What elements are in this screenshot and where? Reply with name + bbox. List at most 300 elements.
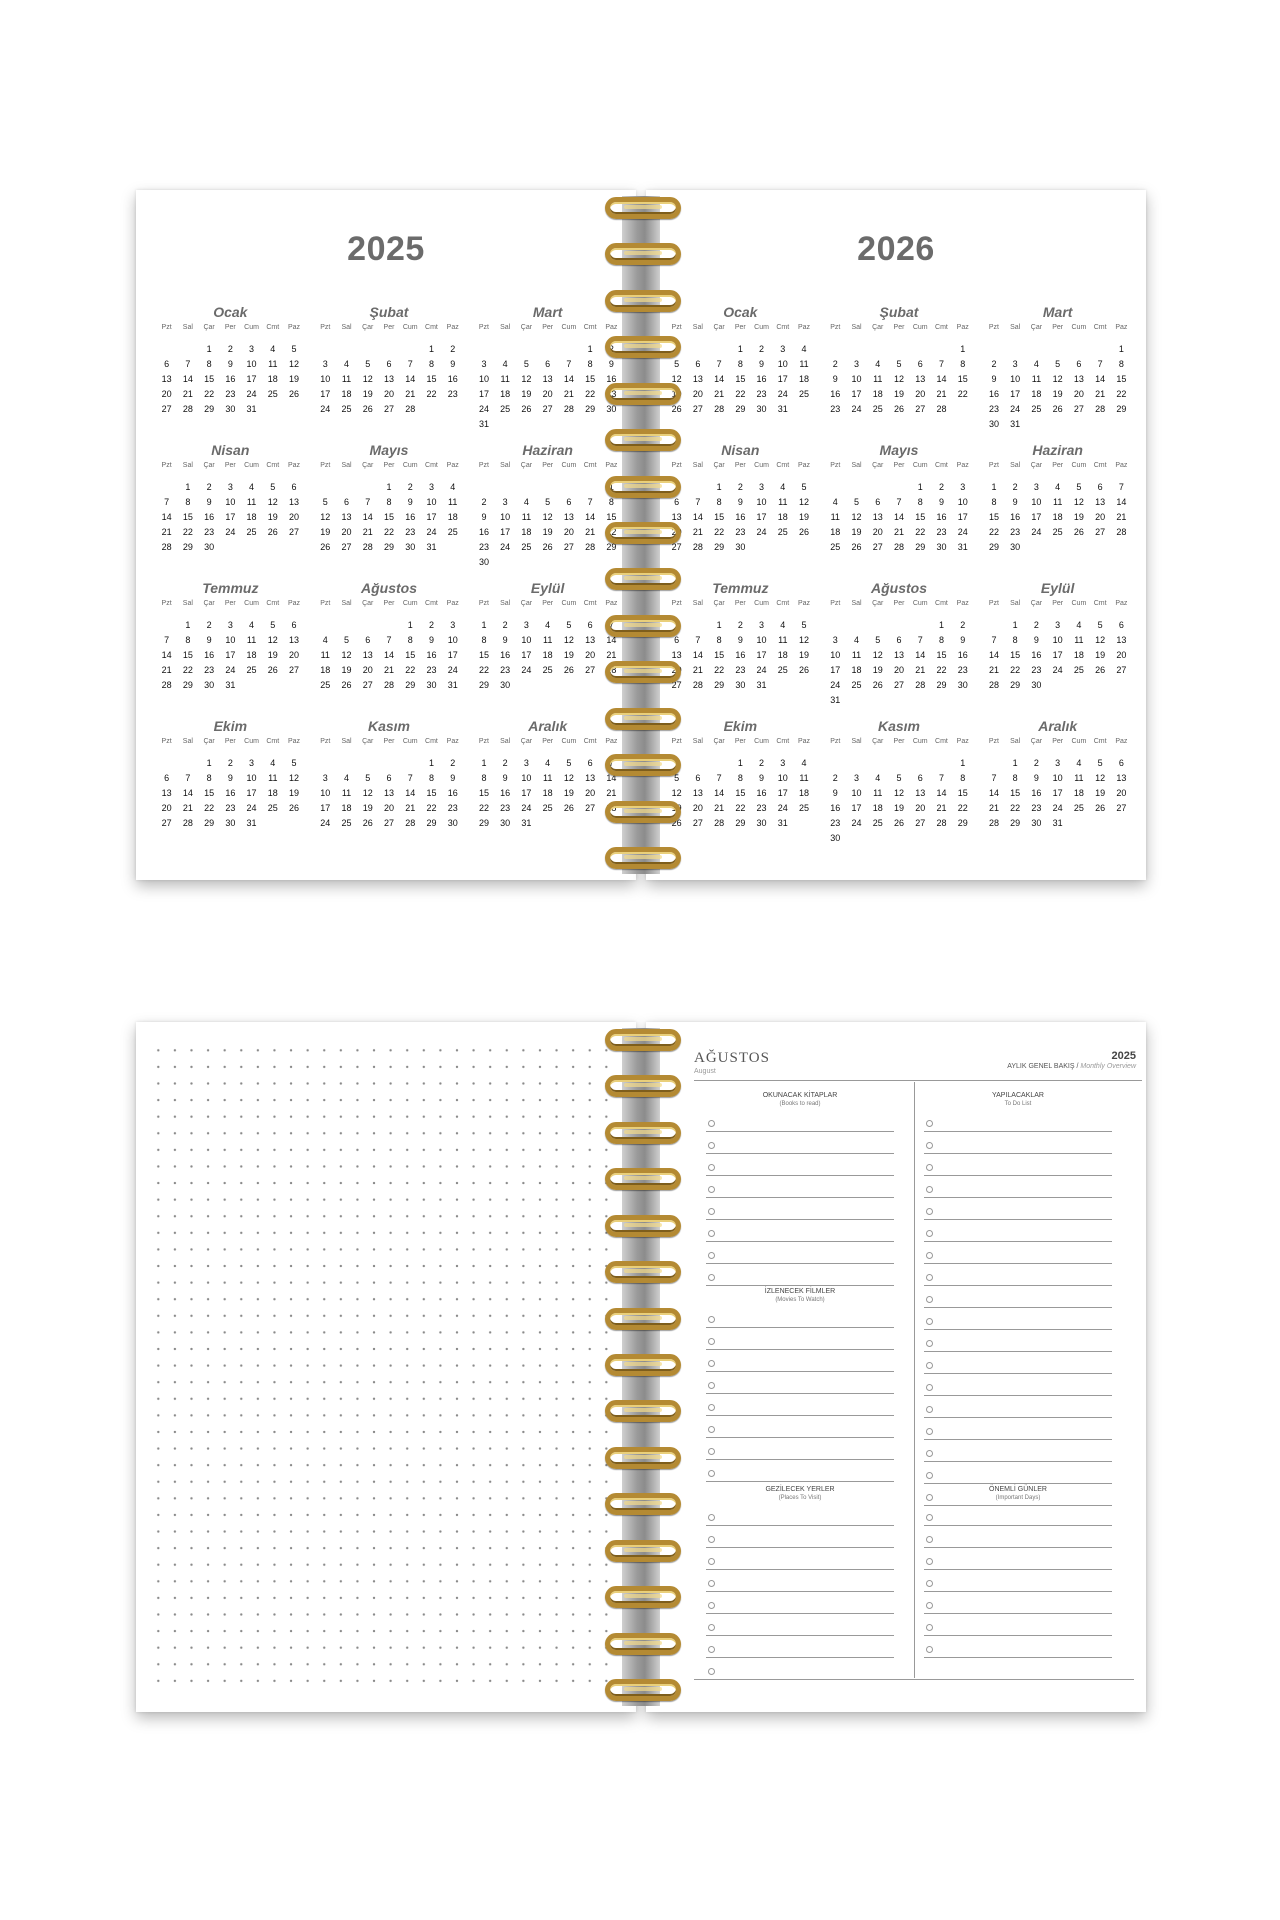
day-number: 18 bbox=[521, 527, 532, 537]
day-number: 26 bbox=[267, 665, 278, 675]
day-number: 11 bbox=[542, 773, 553, 783]
day-number: 26 bbox=[362, 818, 373, 828]
checklist-line bbox=[924, 1548, 1112, 1570]
weekday-label: Pzt bbox=[988, 324, 999, 331]
day-number: 29 bbox=[1010, 818, 1021, 828]
day-number: 3 bbox=[1012, 359, 1018, 369]
day-number: 3 bbox=[322, 359, 328, 369]
day-number: 18 bbox=[246, 650, 257, 660]
day-number: 27 bbox=[542, 404, 553, 414]
day-number: 26 bbox=[563, 665, 574, 675]
day-number: 15 bbox=[988, 512, 999, 522]
binding-ring bbox=[605, 1308, 681, 1330]
day-number: 8 bbox=[960, 773, 966, 783]
day-number: 12 bbox=[341, 650, 352, 660]
day-number: 26 bbox=[542, 542, 553, 552]
day-number: 21 bbox=[606, 650, 617, 660]
day-number: 5 bbox=[270, 482, 276, 492]
month-days bbox=[825, 460, 974, 555]
day-number: 8 bbox=[1118, 359, 1124, 369]
day-number: 23 bbox=[204, 527, 215, 537]
day-number: 16 bbox=[1010, 512, 1021, 522]
day-number: 7 bbox=[185, 359, 191, 369]
month-name: Ekim bbox=[213, 718, 248, 734]
day-number: 25 bbox=[246, 527, 257, 537]
planner-spread bbox=[136, 1022, 1146, 1712]
weekday-label: Çar bbox=[362, 600, 374, 607]
binding-ring bbox=[605, 615, 681, 637]
day-number: 27 bbox=[692, 818, 703, 828]
day-number: 13 bbox=[383, 788, 394, 798]
overview-en: Monthly Overview bbox=[1078, 1063, 1136, 1070]
day-number: 8 bbox=[938, 635, 944, 645]
binding-ring bbox=[605, 801, 681, 823]
day-number: 3 bbox=[780, 758, 786, 768]
day-number: 30 bbox=[447, 818, 458, 828]
day-number: 11 bbox=[799, 773, 809, 783]
day-number: 16 bbox=[500, 650, 511, 660]
day-number: 14 bbox=[1095, 374, 1106, 384]
checklist-line bbox=[924, 1264, 1112, 1286]
day-number: 2 bbox=[428, 620, 434, 630]
day-number: 28 bbox=[692, 542, 703, 552]
day-number: 3 bbox=[854, 773, 860, 783]
day-number: 26 bbox=[320, 542, 331, 552]
day-number: 24 bbox=[851, 404, 862, 414]
day-number: 22 bbox=[204, 389, 215, 399]
weekday-label: Per bbox=[542, 324, 554, 331]
day-number: 4 bbox=[270, 344, 276, 354]
weekday-label: Paz bbox=[605, 462, 618, 469]
weekday-label: Per bbox=[224, 738, 236, 745]
checklist-line bbox=[706, 1328, 894, 1350]
day-number: 6 bbox=[917, 773, 923, 783]
day-number: 6 bbox=[566, 497, 572, 507]
day-number: 31 bbox=[426, 542, 437, 552]
day-number: 31 bbox=[447, 680, 458, 690]
day-number: 19 bbox=[893, 803, 904, 813]
day-number: 10 bbox=[447, 635, 458, 645]
day-number: 24 bbox=[851, 818, 862, 828]
day-number: 5 bbox=[1055, 359, 1061, 369]
day-number: 26 bbox=[671, 404, 682, 414]
day-number: 28 bbox=[988, 680, 999, 690]
day-number: 30 bbox=[1031, 818, 1042, 828]
day-number: 8 bbox=[481, 773, 487, 783]
weekday-label: Per bbox=[1052, 738, 1064, 745]
day-number: 10 bbox=[756, 497, 767, 507]
day-number: 8 bbox=[608, 497, 614, 507]
weekday-label: Çar bbox=[520, 738, 533, 745]
day-number: 12 bbox=[362, 374, 373, 384]
weekday-label: Pzt bbox=[830, 738, 841, 745]
day-number: 22 bbox=[714, 527, 725, 537]
day-number: 15 bbox=[426, 374, 437, 384]
month-title: AĞUSTOS bbox=[694, 1050, 770, 1066]
day-number: 30 bbox=[988, 419, 999, 429]
day-number: 19 bbox=[893, 389, 904, 399]
day-number: 2 bbox=[502, 758, 508, 768]
weekday-label: Cum bbox=[561, 600, 577, 607]
day-number: 9 bbox=[759, 359, 765, 369]
weekday-label: Çar bbox=[713, 600, 725, 607]
month-days bbox=[825, 736, 974, 846]
day-number: 6 bbox=[875, 497, 881, 507]
day-number: 1 bbox=[991, 482, 997, 492]
day-number: 26 bbox=[267, 527, 278, 537]
day-number: 12 bbox=[521, 374, 532, 384]
calendar-page-2026 bbox=[646, 190, 1146, 880]
checklist-line bbox=[706, 1614, 894, 1636]
day-number: 8 bbox=[587, 359, 593, 369]
day-number: 12 bbox=[267, 635, 278, 645]
day-number: 19 bbox=[851, 527, 862, 537]
day-number: 18 bbox=[872, 389, 883, 399]
planner-year: 2025 bbox=[1111, 1050, 1136, 1062]
day-number: 2 bbox=[407, 482, 413, 492]
weekday-label: Sal bbox=[182, 324, 193, 331]
day-number: 2 bbox=[227, 344, 233, 354]
day-number: 1 bbox=[960, 758, 966, 768]
day-number: 22 bbox=[957, 803, 968, 813]
lines bbox=[706, 1306, 894, 1482]
checklist-line bbox=[706, 1394, 894, 1416]
day-number: 21 bbox=[606, 788, 617, 798]
day-number: 15 bbox=[606, 512, 617, 522]
day-number: 17 bbox=[957, 512, 968, 522]
day-number: 24 bbox=[320, 404, 331, 414]
binding-ring bbox=[605, 1215, 681, 1237]
weekday-label: Per bbox=[383, 600, 395, 607]
day-number: 14 bbox=[161, 650, 172, 660]
weekday-label: Per bbox=[893, 600, 905, 607]
binding-ring bbox=[605, 661, 681, 683]
day-number: 17 bbox=[320, 803, 331, 813]
day-number: 28 bbox=[606, 803, 617, 813]
movies-section bbox=[706, 1288, 894, 1482]
day-number: 16 bbox=[447, 374, 458, 384]
day-number: 16 bbox=[830, 803, 841, 813]
weekday-label: Per bbox=[542, 600, 554, 607]
checklist-line bbox=[706, 1198, 894, 1220]
books-section bbox=[706, 1092, 894, 1286]
day-number: 18 bbox=[799, 374, 810, 384]
day-number: 30 bbox=[957, 680, 968, 690]
day-number: 29 bbox=[714, 542, 725, 552]
day-number: 6 bbox=[695, 773, 701, 783]
day-number: 3 bbox=[227, 482, 233, 492]
day-number: 25 bbox=[521, 542, 532, 552]
weekday-label: Sal bbox=[341, 324, 352, 331]
day-number: 13 bbox=[893, 650, 904, 660]
day-number: 27 bbox=[563, 542, 574, 552]
day-number: 8 bbox=[386, 497, 392, 507]
overview-tr: AYLIK GENEL BAKIŞ / bbox=[1007, 1063, 1079, 1070]
checklist-line bbox=[706, 1220, 894, 1242]
day-number: 10 bbox=[225, 497, 236, 507]
checklist-line bbox=[924, 1330, 1112, 1352]
day-number: 19 bbox=[671, 389, 682, 399]
day-number: 31 bbox=[777, 404, 788, 414]
day-number: 14 bbox=[383, 650, 394, 660]
day-number: 23 bbox=[830, 818, 841, 828]
day-number: 31 bbox=[957, 542, 968, 552]
month-block bbox=[156, 580, 305, 710]
checklist-line bbox=[924, 1352, 1112, 1374]
month-name: Ocak bbox=[213, 304, 248, 320]
day-number: 1 bbox=[587, 344, 593, 354]
day-number: 16 bbox=[225, 788, 236, 798]
day-number: 13 bbox=[289, 497, 300, 507]
day-number: 5 bbox=[291, 758, 297, 768]
weekday-label: Çar bbox=[520, 600, 533, 607]
day-number: 25 bbox=[500, 404, 511, 414]
weekday-label: Paz bbox=[446, 324, 459, 331]
day-number: 27 bbox=[1095, 527, 1106, 537]
day-number: 9 bbox=[1012, 497, 1018, 507]
weekday-label: Cum bbox=[1071, 600, 1087, 607]
day-number: 14 bbox=[988, 788, 999, 798]
day-number: 22 bbox=[606, 527, 617, 537]
day-number: 3 bbox=[832, 635, 838, 645]
checklist-line bbox=[706, 1306, 894, 1328]
section-subtitle: (Movies To Watch) bbox=[775, 1297, 825, 1303]
day-number: 15 bbox=[957, 374, 968, 384]
day-number: 18 bbox=[341, 389, 352, 399]
day-number: 10 bbox=[1031, 497, 1042, 507]
day-number: 10 bbox=[246, 359, 257, 369]
day-number: 19 bbox=[799, 650, 810, 660]
month-days bbox=[983, 322, 1132, 432]
weekday-label: Cum bbox=[754, 462, 769, 469]
month-days bbox=[315, 598, 464, 693]
day-number: 13 bbox=[161, 788, 172, 798]
day-number: 27 bbox=[915, 404, 926, 414]
day-number: 7 bbox=[608, 620, 614, 630]
day-number: 8 bbox=[481, 635, 487, 645]
binding-ring bbox=[605, 476, 681, 498]
day-number: 16 bbox=[426, 650, 437, 660]
weekday-label: Çar bbox=[362, 324, 374, 331]
day-number: 17 bbox=[851, 803, 862, 813]
weekday-label: Çar bbox=[713, 738, 725, 745]
weekday-label: Cum bbox=[561, 462, 577, 469]
day-number: 7 bbox=[1097, 359, 1103, 369]
weekday-label: Cmt bbox=[425, 324, 438, 331]
day-number: 23 bbox=[988, 404, 999, 414]
day-number: 14 bbox=[405, 788, 416, 798]
day-number: 16 bbox=[1031, 788, 1042, 798]
day-number: 26 bbox=[799, 665, 810, 675]
day-number: 28 bbox=[1095, 404, 1106, 414]
day-number: 2 bbox=[502, 620, 508, 630]
weekday-label: Çar bbox=[203, 462, 215, 469]
weekday-label: Cmt bbox=[1093, 738, 1107, 745]
day-number: 20 bbox=[161, 389, 172, 399]
day-number: 25 bbox=[542, 665, 553, 675]
day-number: 18 bbox=[267, 374, 278, 384]
day-number: 31 bbox=[246, 404, 257, 414]
day-number: 17 bbox=[320, 389, 331, 399]
day-number: 31 bbox=[1010, 419, 1021, 429]
day-number: 13 bbox=[341, 512, 352, 522]
weekday-label: Sal bbox=[1010, 738, 1021, 745]
day-number: 2 bbox=[481, 497, 487, 507]
day-number: 24 bbox=[1052, 665, 1063, 675]
day-number: 8 bbox=[716, 635, 722, 645]
checklist-line bbox=[706, 1636, 894, 1658]
day-number: 3 bbox=[523, 758, 529, 768]
checklist-line bbox=[706, 1176, 894, 1198]
weekday-label: Paz bbox=[956, 600, 969, 607]
day-number: 9 bbox=[1033, 635, 1039, 645]
day-number: 9 bbox=[991, 374, 997, 384]
month-name: Ekim bbox=[723, 718, 758, 734]
day-number: 29 bbox=[204, 818, 215, 828]
weekday-label: Pzt bbox=[478, 462, 489, 469]
day-number: 17 bbox=[1052, 650, 1063, 660]
day-number: 10 bbox=[1052, 635, 1063, 645]
weekday-label: Sal bbox=[1010, 462, 1021, 469]
day-number: 11 bbox=[448, 497, 458, 507]
weekday-label: Per bbox=[734, 324, 746, 331]
month-days bbox=[315, 736, 464, 831]
day-number: 16 bbox=[735, 650, 746, 660]
month-block bbox=[473, 442, 622, 572]
day-number: 1 bbox=[716, 482, 722, 492]
day-number: 13 bbox=[872, 512, 883, 522]
day-number: 24 bbox=[320, 818, 331, 828]
day-number: 24 bbox=[756, 665, 767, 675]
day-number: 1 bbox=[737, 344, 743, 354]
weekday-label: Paz bbox=[605, 738, 618, 745]
weekday-label: Pzt bbox=[478, 600, 489, 607]
day-number: 20 bbox=[563, 527, 574, 537]
day-number: 1 bbox=[481, 758, 487, 768]
day-number: 4 bbox=[545, 620, 551, 630]
day-number: 6 bbox=[587, 620, 593, 630]
day-number: 11 bbox=[799, 359, 809, 369]
day-number: 10 bbox=[777, 773, 788, 783]
weekday-label: Pzt bbox=[478, 738, 489, 745]
day-number: 29 bbox=[915, 542, 926, 552]
day-number: 1 bbox=[917, 482, 923, 492]
day-number: 15 bbox=[735, 374, 746, 384]
day-number: 25 bbox=[851, 680, 862, 690]
binding-ring bbox=[605, 708, 681, 730]
day-number: 26 bbox=[341, 680, 352, 690]
day-number: 7 bbox=[695, 497, 701, 507]
day-number: 30 bbox=[204, 542, 215, 552]
day-number: 9 bbox=[832, 788, 838, 798]
column-divider bbox=[914, 1082, 915, 1678]
dot-grid-page bbox=[136, 1022, 636, 1712]
day-number: 19 bbox=[563, 650, 574, 660]
weekday-label: Cmt bbox=[425, 738, 438, 745]
day-number: 21 bbox=[182, 803, 193, 813]
day-number: 14 bbox=[585, 512, 596, 522]
day-number: 25 bbox=[1073, 803, 1084, 813]
day-number: 25 bbox=[267, 389, 278, 399]
day-number: 2 bbox=[960, 620, 966, 630]
month-days bbox=[473, 598, 622, 693]
day-number: 18 bbox=[267, 788, 278, 798]
weekday-label: Sal bbox=[341, 738, 352, 745]
checklist-line bbox=[924, 1636, 1112, 1658]
day-number: 5 bbox=[545, 497, 551, 507]
day-number: 19 bbox=[1095, 788, 1106, 798]
day-number: 21 bbox=[936, 803, 947, 813]
day-number: 16 bbox=[500, 788, 511, 798]
day-number: 28 bbox=[585, 542, 596, 552]
day-number: 18 bbox=[542, 650, 553, 660]
day-number: 10 bbox=[521, 773, 532, 783]
day-number: 6 bbox=[164, 359, 170, 369]
day-number: 2 bbox=[608, 344, 614, 354]
day-number: 22 bbox=[735, 389, 746, 399]
day-number: 15 bbox=[714, 512, 725, 522]
day-number: 24 bbox=[426, 527, 437, 537]
weekday-label: Paz bbox=[287, 462, 301, 469]
month-days bbox=[156, 598, 305, 693]
day-number: 28 bbox=[362, 542, 373, 552]
day-number: 15 bbox=[1010, 650, 1021, 660]
day-number: 7 bbox=[896, 497, 902, 507]
day-number: 6 bbox=[386, 359, 392, 369]
day-number: 25 bbox=[447, 527, 458, 537]
day-number: 8 bbox=[1012, 635, 1018, 645]
binding-ring bbox=[605, 1400, 681, 1422]
month-days bbox=[315, 460, 464, 555]
day-number: 30 bbox=[500, 680, 511, 690]
weekday-label: Çar bbox=[362, 738, 374, 745]
day-number: 17 bbox=[521, 788, 532, 798]
weekday-label: Paz bbox=[1115, 600, 1128, 607]
day-number: 22 bbox=[1010, 803, 1021, 813]
binding-ring bbox=[605, 522, 681, 544]
day-number: 13 bbox=[692, 788, 703, 798]
checklist-line bbox=[924, 1570, 1112, 1592]
day-number: 11 bbox=[873, 788, 883, 798]
day-number: 7 bbox=[716, 773, 722, 783]
day-number: 15 bbox=[182, 512, 193, 522]
weekday-label: Cum bbox=[1071, 738, 1087, 745]
weekday-label: Cum bbox=[402, 738, 418, 745]
day-number: 9 bbox=[481, 512, 487, 522]
day-number: 16 bbox=[735, 512, 746, 522]
day-number: 23 bbox=[225, 803, 236, 813]
day-number: 15 bbox=[735, 788, 746, 798]
day-number: 24 bbox=[478, 404, 489, 414]
checklist-line bbox=[924, 1592, 1112, 1614]
day-number: 14 bbox=[405, 374, 416, 384]
checklist-line bbox=[706, 1350, 894, 1372]
day-number: 6 bbox=[695, 359, 701, 369]
day-number: 17 bbox=[756, 512, 767, 522]
month-name: Temmuz bbox=[712, 580, 769, 596]
day-number: 20 bbox=[872, 527, 883, 537]
day-number: 4 bbox=[270, 758, 276, 768]
month-block bbox=[473, 304, 622, 434]
weekday-label: Paz bbox=[605, 324, 618, 331]
checklist-line bbox=[706, 1548, 894, 1570]
overview-label bbox=[1007, 1063, 1136, 1070]
day-number: 8 bbox=[1012, 773, 1018, 783]
day-number: 18 bbox=[320, 665, 331, 675]
weekday-label: Paz bbox=[1115, 324, 1128, 331]
section-subtitle: (Places To Visit) bbox=[778, 1495, 822, 1501]
day-number: 16 bbox=[957, 650, 968, 660]
